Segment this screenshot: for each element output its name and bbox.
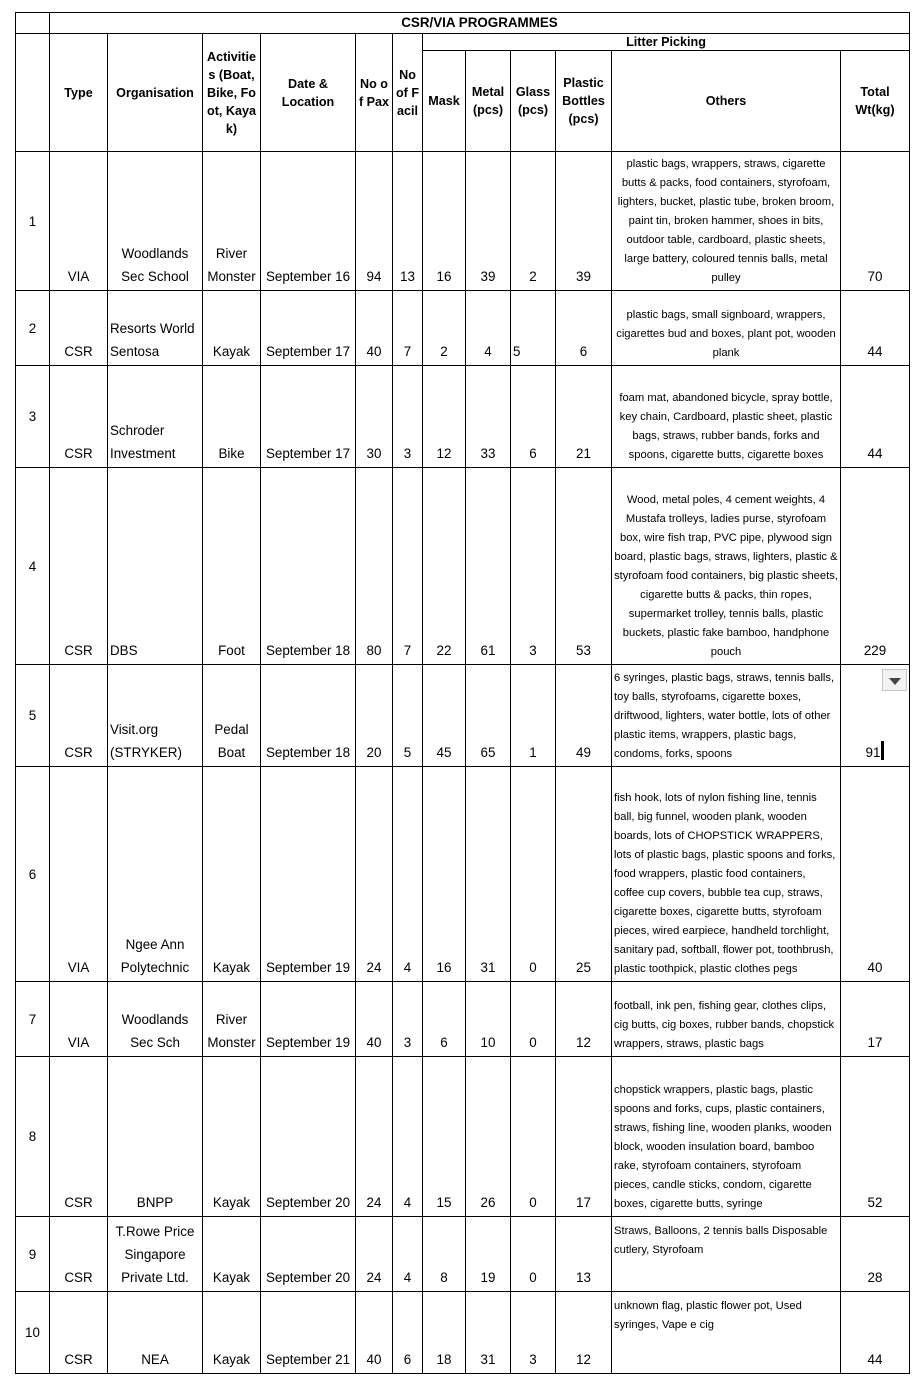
facil-cell[interactable]: 6: [393, 1292, 423, 1374]
type-cell[interactable]: CSR: [50, 291, 108, 366]
organisation-cell[interactable]: T.Rowe Price Singapore Private Ltd.: [108, 1217, 203, 1292]
mask-cell[interactable]: 16: [423, 152, 466, 291]
total-weight-cell[interactable]: 28: [841, 1217, 910, 1292]
header-glass[interactable]: Glass (pcs): [511, 51, 556, 152]
total-weight-cell[interactable]: 70: [841, 152, 910, 291]
others-cell[interactable]: Straws, Balloons, 2 tennis balls Disposable cutlery, Styrofoam: [612, 1217, 841, 1292]
metal-cell[interactable]: 4: [466, 291, 511, 366]
type-cell[interactable]: CSR: [50, 366, 108, 468]
total-weight-value: 91: [865, 745, 881, 760]
mask-cell[interactable]: 6: [423, 982, 466, 1057]
pax-cell[interactable]: 94: [356, 152, 393, 291]
header-mask[interactable]: Mask: [423, 51, 466, 152]
facil-cell[interactable]: 4: [393, 1057, 423, 1217]
date-cell[interactable]: September 16: [261, 152, 356, 291]
type-cell[interactable]: VIA: [50, 982, 108, 1057]
date-cell[interactable]: September 19: [261, 767, 356, 982]
metal-cell[interactable]: 26: [466, 1057, 511, 1217]
type-cell[interactable]: VIA: [50, 152, 108, 291]
facil-cell[interactable]: 3: [393, 366, 423, 468]
plastic-cell[interactable]: 13: [556, 1217, 612, 1292]
metal-cell[interactable]: 65: [466, 665, 511, 767]
dropdown-arrow-icon[interactable]: [882, 669, 907, 691]
organisation-cell[interactable]: DBS: [108, 468, 203, 665]
total-weight-cell[interactable]: 40: [841, 767, 910, 982]
pax-cell[interactable]: 40: [356, 291, 393, 366]
organisation-cell[interactable]: BNPP: [108, 1057, 203, 1217]
type-cell[interactable]: CSR: [50, 1292, 108, 1374]
facil-cell[interactable]: 4: [393, 1217, 423, 1292]
activity-cell[interactable]: River Monster: [203, 982, 261, 1057]
pax-cell[interactable]: 40: [356, 982, 393, 1057]
activity-cell[interactable]: Kayak: [203, 1292, 261, 1374]
table-row: [16, 665, 910, 767]
activity-cell[interactable]: Kayak: [203, 767, 261, 982]
activity-cell[interactable]: Foot: [203, 468, 261, 665]
corner-cell[interactable]: [16, 13, 50, 34]
plastic-cell[interactable]: 21: [556, 366, 612, 468]
others-cell[interactable]: chopstick wrappers, plastic bags, plastic spoons and forks, cups, plastic containers, straws, fishing line, wooden planks, wooden block, wooden insulation board, bamboo rake, styrofoam containers, styrofoam pieces, candle sticks, condom, cigarette boxes, cigarette butts, syringe: [612, 1057, 841, 1217]
facil-cell[interactable]: 5: [393, 665, 423, 767]
header-litter-picking[interactable]: Litter Picking: [423, 34, 910, 51]
activity-cell[interactable]: Kayak: [203, 1057, 261, 1217]
others-cell[interactable]: football, ink pen, fishing gear, clothes clips, cig butts, cig boxes, rubber bands, chopstick wrappers, straws, plastic bags: [612, 982, 841, 1057]
header-organisation[interactable]: Organisation: [108, 34, 203, 152]
glass-cell[interactable]: 5: [511, 291, 556, 366]
others-cell[interactable]: fish hook, lots of nylon fishing line, tennis ball, big funnel, wooden plank, wooden boards, lots of CHOPSTICK WRAPPERS, lots of plastic bags, plastic spoons and forks, food wrappers, plastic food containers, coffee cup covers, bubble tea cup, straws, cigarette boxes, cigarette butts, styrofoam pieces, wired earpiece, handheld torchlight, sanitary pad, softball, flower pot, toothbrush, plastic toothpick, plastic clothes pegs: [612, 767, 841, 982]
activity-cell[interactable]: Pedal Boat: [203, 665, 261, 767]
table-row: [16, 1057, 910, 1217]
type-cell[interactable]: CSR: [50, 665, 108, 767]
total-weight-cell-active[interactable]: [841, 665, 910, 767]
metal-cell[interactable]: 61: [466, 468, 511, 665]
mask-cell[interactable]: 12: [423, 366, 466, 468]
pax-cell[interactable]: 40: [356, 1292, 393, 1374]
metal-cell[interactable]: 39: [466, 152, 511, 291]
metal-cell[interactable]: 33: [466, 366, 511, 468]
table-row: [16, 982, 910, 1057]
header-facil[interactable]: No of Facil: [393, 34, 423, 152]
plastic-cell[interactable]: 39: [556, 152, 612, 291]
organisation-cell[interactable]: Resorts World Sentosa: [108, 291, 203, 366]
others-cell[interactable]: Wood, metal poles, 4 cement weights, 4 Mustafa trolleys, ladies purse, styrofoam box, wire fish trap, PVC pipe, plywood sign board, plastic bags, straws, lighters, plastic & styrofoam food containers, big plastic sheets, cigarette butts & packs, thin ropes, supermarket trolley, tennis balls, plastic buckets, plastic fake bamboo, handphone pouch: [612, 468, 841, 665]
type-cell[interactable]: CSR: [50, 468, 108, 665]
glass-cell[interactable]: 3: [511, 1292, 556, 1374]
organisation-cell[interactable]: Visit.org (STRYKER): [108, 665, 203, 767]
row-number[interactable]: 9: [16, 1217, 50, 1292]
table-row: [16, 767, 910, 982]
activity-cell[interactable]: Kayak: [203, 291, 261, 366]
plastic-cell[interactable]: 6: [556, 291, 612, 366]
others-cell[interactable]: plastic bags, wrappers, straws, cigarette butts & packs, food containers, styrofoam, lighters, bucket, plastic tube, broken broom, paint tin, broken hammer, shoes in bits, outdoor table, cardboard, plastic sheets, large battery, coloured tennis balls, metal pulley: [612, 152, 841, 291]
activity-cell[interactable]: Bike: [203, 366, 261, 468]
date-cell[interactable]: September 17: [261, 291, 356, 366]
table-row: [16, 468, 910, 665]
table-title[interactable]: CSR/VIA PROGRAMMES: [50, 13, 910, 34]
metal-cell[interactable]: 10: [466, 982, 511, 1057]
others-cell[interactable]: plastic bags, small signboard, wrappers, cigarettes bud and boxes, plant pot, wooden plank: [612, 291, 841, 366]
others-cell[interactable]: 6 syringes, plastic bags, straws, tennis balls, toy balls, styrofoams, cigarette boxes, driftwood, lighters, water bottle, lots of other plastic items, wrappers, plastic bags, condoms, forks, spoons: [612, 665, 841, 767]
date-cell[interactable]: September 19: [261, 982, 356, 1057]
organisation-cell[interactable]: Ngee Ann Polytechnic: [108, 767, 203, 982]
type-cell[interactable]: CSR: [50, 1057, 108, 1217]
mask-cell[interactable]: 2: [423, 291, 466, 366]
header-type[interactable]: Type: [50, 34, 108, 152]
others-cell[interactable]: foam mat, abandoned bicycle, spray bottle, key chain, Cardboard, plastic sheet, plastic bags, straws, rubber bands, forks and spoons, cigarette butts, cigarette boxes: [612, 366, 841, 468]
plastic-cell[interactable]: 12: [556, 1292, 612, 1374]
glass-cell[interactable]: 2: [511, 152, 556, 291]
metal-cell[interactable]: 31: [466, 1292, 511, 1374]
programmes-table: [15, 12, 910, 1374]
total-weight-cell[interactable]: 52: [841, 1057, 910, 1217]
header-date-location[interactable]: Date & Location: [261, 34, 356, 152]
activity-cell[interactable]: River Monster: [203, 152, 261, 291]
pax-cell[interactable]: 24: [356, 1057, 393, 1217]
row-number[interactable]: 10: [16, 1292, 50, 1374]
type-cell[interactable]: VIA: [50, 767, 108, 982]
row-number[interactable]: 6: [16, 767, 50, 982]
date-cell[interactable]: September 20: [261, 1217, 356, 1292]
header-plastic[interactable]: Plastic Bottles (pcs): [556, 51, 612, 152]
row-number[interactable]: 3: [16, 366, 50, 468]
text-cursor: [881, 741, 884, 760]
organisation-cell[interactable]: Schroder Investment: [108, 366, 203, 468]
plastic-cell[interactable]: 12: [556, 982, 612, 1057]
header-activities[interactable]: Activities (Boat, Bike, Foot, Kayak): [203, 34, 261, 152]
pax-cell[interactable]: 20: [356, 665, 393, 767]
pax-cell[interactable]: 80: [356, 468, 393, 665]
total-weight-cell[interactable]: 44: [841, 1292, 910, 1374]
row-number[interactable]: 8: [16, 1057, 50, 1217]
row-number[interactable]: 4: [16, 468, 50, 665]
header-metal[interactable]: Metal(pcs): [466, 51, 511, 152]
glass-cell[interactable]: 0: [511, 982, 556, 1057]
table-row: [16, 291, 910, 366]
header-others[interactable]: Others: [612, 51, 841, 152]
facil-cell[interactable]: 7: [393, 468, 423, 665]
metal-cell[interactable]: 19: [466, 1217, 511, 1292]
header-total[interactable]: Total Wt(kg): [841, 51, 910, 152]
facil-cell[interactable]: 4: [393, 767, 423, 982]
total-weight-cell[interactable]: 44: [841, 291, 910, 366]
mask-cell[interactable]: 15: [423, 1057, 466, 1217]
total-weight-cell[interactable]: 44: [841, 366, 910, 468]
row-number-header[interactable]: [16, 34, 50, 152]
date-cell[interactable]: September 18: [261, 468, 356, 665]
organisation-cell[interactable]: Woodlands Sec School: [108, 152, 203, 291]
facil-cell[interactable]: 13: [393, 152, 423, 291]
date-cell[interactable]: September 21: [261, 1292, 356, 1374]
mask-cell[interactable]: 45: [423, 665, 466, 767]
date-cell[interactable]: September 18: [261, 665, 356, 767]
plastic-cell[interactable]: 17: [556, 1057, 612, 1217]
row-number[interactable]: 1: [16, 152, 50, 291]
mask-cell[interactable]: 8: [423, 1217, 466, 1292]
table-row: [16, 1217, 910, 1292]
pax-cell[interactable]: 24: [356, 767, 393, 982]
plastic-cell[interactable]: 25: [556, 767, 612, 982]
total-weight-cell[interactable]: 229: [841, 468, 910, 665]
plastic-cell[interactable]: 53: [556, 468, 612, 665]
header-pax[interactable]: No of Pax: [356, 34, 393, 152]
organisation-cell[interactable]: NEA: [108, 1292, 203, 1374]
activity-cell[interactable]: Kayak: [203, 1217, 261, 1292]
date-cell[interactable]: September 17: [261, 366, 356, 468]
glass-cell[interactable]: 0: [511, 767, 556, 982]
type-cell[interactable]: CSR: [50, 1217, 108, 1292]
row-number[interactable]: 5: [16, 665, 50, 767]
mask-cell[interactable]: 22: [423, 468, 466, 665]
total-weight-cell[interactable]: 17: [841, 982, 910, 1057]
row-number[interactable]: 2: [16, 291, 50, 366]
glass-cell[interactable]: 3: [511, 468, 556, 665]
mask-cell[interactable]: 18: [423, 1292, 466, 1374]
metal-cell[interactable]: 31: [466, 767, 511, 982]
glass-cell[interactable]: 0: [511, 1217, 556, 1292]
row-number[interactable]: 7: [16, 982, 50, 1057]
date-cell[interactable]: September 20: [261, 1057, 356, 1217]
table-row: [16, 366, 910, 468]
facil-cell[interactable]: 3: [393, 982, 423, 1057]
table-row: [16, 152, 910, 291]
glass-cell[interactable]: 6: [511, 366, 556, 468]
plastic-cell[interactable]: 49: [556, 665, 612, 767]
table-row: [16, 1292, 910, 1374]
glass-cell[interactable]: 0: [511, 1057, 556, 1217]
facil-cell[interactable]: 7: [393, 291, 423, 366]
others-cell[interactable]: unknown flag, plastic flower pot, Used syringes, Vape e cig: [612, 1292, 841, 1374]
glass-cell[interactable]: 1: [511, 665, 556, 767]
pax-cell[interactable]: 24: [356, 1217, 393, 1292]
mask-cell[interactable]: 16: [423, 767, 466, 982]
pax-cell[interactable]: 30: [356, 366, 393, 468]
organisation-cell[interactable]: Woodlands Sec Sch: [108, 982, 203, 1057]
